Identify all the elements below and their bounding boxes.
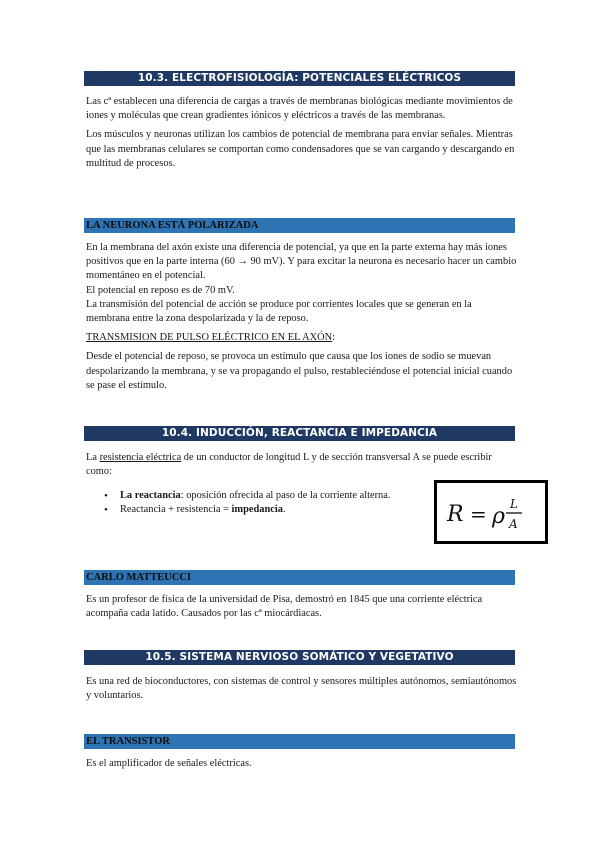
period: . [282, 504, 286, 515]
section-header-transistor: EL TRANSISTOR [84, 734, 515, 749]
subheading-text: TRANSMISION DE PULSO ELÉCTRICO EN EL AXÓN [86, 332, 333, 344]
section-header-electrofisiologia: 10.3. ELECTROFISIOLOGÍA: POTENCIALES ELÉCTRICOS [84, 71, 515, 86]
section-header-matteucci: CARLO MATTEUCCI [84, 570, 515, 585]
list-item [104, 489, 434, 503]
paragraph: Es el amplificador de señales eléctricas. [86, 758, 252, 769]
section-electrofisiologia-body [86, 95, 518, 171]
intro-text: de un conductor de longitud L y de sección transversal A se puede escribir como: [86, 452, 492, 478]
resistance-formula-image [434, 480, 548, 544]
paragraph: El potencial en reposo es de 70 mV. [86, 284, 235, 296]
section-neurona-body [86, 241, 518, 393]
bullet-list [104, 489, 434, 517]
paragraph: Es una red de bioconductores, con sistemas de control y sensores múltiples autónomos, semiautónomos y voluntarios. [86, 676, 517, 702]
definition-text: : oposición ofrecida al paso de la corriente alterna. [180, 490, 391, 501]
paragraph: Las cª establecen una diferencia de cargas a través de membranas biológicas mediante movimientos de iones y moléculas que crean gradientes iónicos y eléctricos a través de las membranas. [86, 96, 513, 122]
paragraph: La transmisión del potencial de acción se produce por corrientes locales que se generan en la membrana entre la zona despolarizada y la de reposo. [86, 298, 472, 325]
paragraph: En la membrana del axón existe una diferencia de potencial, ya que en la parte externa hay más iones positivos que en la parte interna (60 → 90 mV). Y para excitar la neurona es necesario hacer un cambio momentáneo en el potencial. [86, 242, 517, 282]
term-impedancia: impedancia [231, 504, 283, 515]
intro-text: La [86, 452, 100, 463]
formula-numerator: L [510, 497, 518, 511]
formula-rho: ρ [492, 504, 505, 529]
term-reactancia: La reactancia [120, 490, 181, 501]
section-transistor-body [86, 757, 518, 771]
section-induccion-intro [86, 451, 518, 479]
formula-equals: = [470, 502, 487, 526]
paragraph [86, 451, 518, 479]
resistance-formula [437, 483, 545, 541]
section-header-sistema-nervioso: 10.5. SISTEMA NERVIOSO SOMÁTICO Y VEGETATIVO [84, 650, 515, 665]
section-header-induccion: 10.4. INDUCCIÓN, REACTANCIA E IMPEDANCIA [84, 426, 515, 441]
subheading-transmision [86, 331, 518, 345]
subheading-colon: : [332, 332, 335, 344]
section-matteucci-body [86, 593, 518, 621]
section-sistema-nervioso-body [86, 675, 518, 703]
section-header-neurona: LA NEURONA ESTÁ POLARIZADA [84, 218, 515, 233]
formula-r: R [447, 502, 464, 527]
paragraph: Es un profesor de física de la universidad de Pisa, demostró en 1845 que una corriente eléctrica acompaña cada latido. Causados por las cª miocárdiacas. [86, 594, 483, 620]
list-item [104, 503, 434, 517]
formula-denominator: A [509, 517, 518, 531]
resistencia-link[interactable]: resistencia eléctrica [99, 452, 182, 463]
paragraph: Los músculos y neuronas utilizan los cambios de potencial de membrana para enviar señales. Mientras que las membranas celulares se comportan como condensadores que se van cargando y descargando en multitud de procesos. [86, 129, 515, 169]
paragraph: Desde el potencial de reposo, se provoca un estímulo que causa que los iones de sodio se muevan despolarizando la membrana, y se va propagando el pulso, restableciéndose el potencial inicial cuando se pase el estímulo. [86, 351, 513, 391]
equation-text: Reactancia + resistencia = [120, 504, 232, 515]
